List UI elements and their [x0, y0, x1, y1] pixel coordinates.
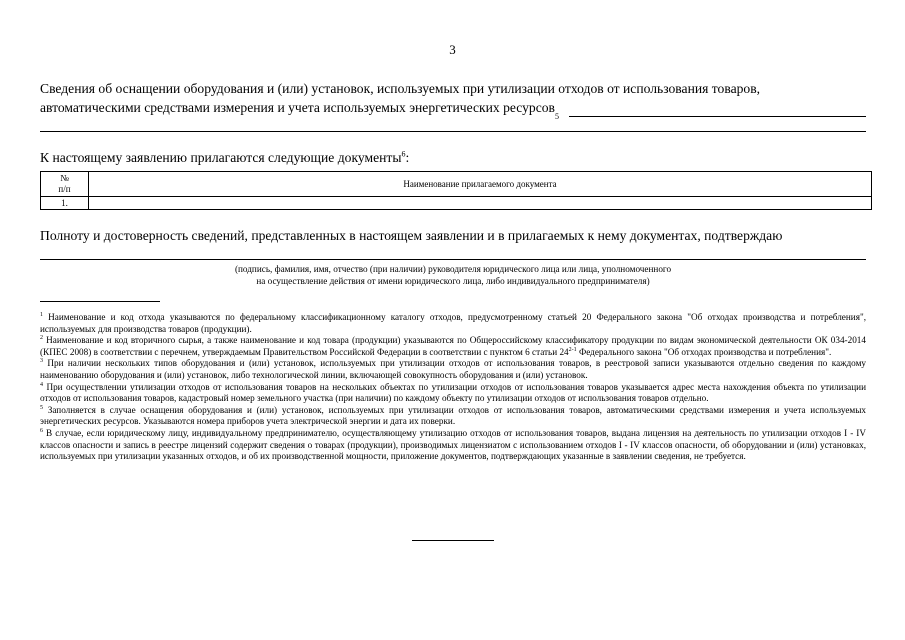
- footnote-number: 4: [40, 381, 43, 388]
- column-header-number-line2: п/п: [58, 184, 71, 194]
- equipment-info-line2: автоматическими средствами измерения и учета используемых энергетических ресурсов: [40, 100, 555, 115]
- footnote-text: Заполняется в случае оснащения оборудования и (или) установок, используемых при утилизации отходов от использования товаров, автоматическими средствами измерения и учета используемых энергетических ресурсов. Указываются номера приборов учета электрической энергии и дата их поверки.: [40, 404, 866, 427]
- footnote-text: Наименование и код отхода указываются по федеральному классификационному каталогу отходов, предусмотренному статьей 20 Федерального закона "Об отходах производства и потребления", используемых для производства товаров (продукции).: [40, 312, 866, 334]
- attached-documents-colon: :: [405, 150, 410, 165]
- footnote-text: При осуществлении утилизации отходов от использования товаров на нескольких объектах по утилизации отходов от использования товаров указывается адрес места нахождения объекта по утилизации отходов от использования товаров, кадастровый номер земельного участка (при наличии) по каждому объекту по утилизации отходов от использования товаров отдельно.: [40, 381, 866, 404]
- footnote-ref-6: 6: [401, 149, 406, 159]
- footnote-4: [40, 382, 866, 405]
- attached-documents-table: [40, 171, 872, 210]
- table-cell-document-name[interactable]: [89, 197, 872, 210]
- equipment-info-line2-row: автоматическими средствами измерения и учета используемых энергетических ресурсов 5: [40, 98, 866, 117]
- footnote-number: 5: [40, 404, 43, 411]
- signature-caption-line1: (подпись, фамилия, имя, отчество (при наличии) руководителя юридического лица или лица, уполномоченного: [234, 264, 672, 274]
- column-header-number: [41, 172, 89, 197]
- footnote-text: Наименование и код вторичного сырья, а также наименование и код товара (продукции) указываются по Общероссийскому классификатору продукции по видам экономической деятельности ОК 034-2014 (КПЕС 2008) в соответствии с перечнем, утверждаемым Правительством Российской Федерации в соответствии с пунктом 6 статьи 24: [40, 335, 866, 357]
- column-header-number-line1: №: [60, 173, 69, 183]
- equipment-info-continuation-line[interactable]: [40, 131, 866, 132]
- article-superscript: 2-1: [568, 346, 577, 353]
- footnote-3: [40, 358, 866, 381]
- attached-documents-text: К настоящему заявлению прилагаются следующие документы: [40, 150, 402, 165]
- footnote-number: 3: [40, 358, 43, 365]
- footnote-5: [40, 405, 866, 428]
- footnote-separator: [40, 301, 160, 302]
- footnote-number: 6: [40, 427, 43, 434]
- footnote-1: [40, 312, 866, 335]
- footnote-6: [40, 428, 866, 463]
- equipment-info-line1: Сведения об оснащении оборудования и (или) установок, используемых при утилизации отходов от использования товаров,: [40, 81, 761, 96]
- end-of-document-line: [412, 540, 494, 541]
- signature-caption-line2: на осуществление действия от имени юридического лица, либо индивидуального предпринимателя): [256, 276, 650, 286]
- table-header-row: [41, 172, 872, 197]
- footnote-number: 2: [40, 335, 43, 342]
- footnote-text: При наличии нескольких типов оборудования и (или) установок, используемых при утилизации отходов от использования товаров, в реестровой записи указываются отдельно сведения по каждому наименованию оборудования и (или) установок, либо технологической линии, включающей совокупность оборудования и (или) установок.: [40, 358, 866, 380]
- column-header-document-name: Наименование прилагаемого документа: [89, 172, 872, 197]
- equipment-info-fill-line[interactable]: [569, 102, 866, 117]
- footnote-text: В случае, если юридическому лицу, индивидуальному предпринимателю, осуществляющему утилизацию отходов от использования товаров, выдана лицензия на деятельность по утилизации отходов I - IV классов опасности и запись в реестре лицензий содержит сведения о товарах (продукции), производимых лицензиатом с использованием отходов I - IV классов опасности, об оборудовании и (или) установках, используемых при утилизации указанных отходов, и об их производственной мощности, приложение документов, подтверждающих указанные в заявлении сведения, не требуется.: [40, 427, 866, 462]
- table-row: [41, 197, 872, 210]
- table-cell-number: 1.: [41, 197, 89, 210]
- signature-caption: [40, 263, 866, 287]
- confirmation-text: Полноту и достоверность сведений, представленных в настоящем заявлении и в прилагаемых к нему документах, подтверждаю: [40, 228, 783, 243]
- attached-documents-heading: [40, 148, 866, 167]
- footnote-2: [40, 335, 866, 358]
- page-number: 3: [449, 42, 456, 57]
- footnotes-section: [40, 312, 866, 463]
- signature-line[interactable]: [40, 259, 866, 260]
- footnote-number: 1: [40, 311, 43, 318]
- footnote-text-continued: Федерального закона "Об отходах производства и потребления".: [576, 346, 832, 357]
- equipment-info-paragraph: [40, 79, 866, 121]
